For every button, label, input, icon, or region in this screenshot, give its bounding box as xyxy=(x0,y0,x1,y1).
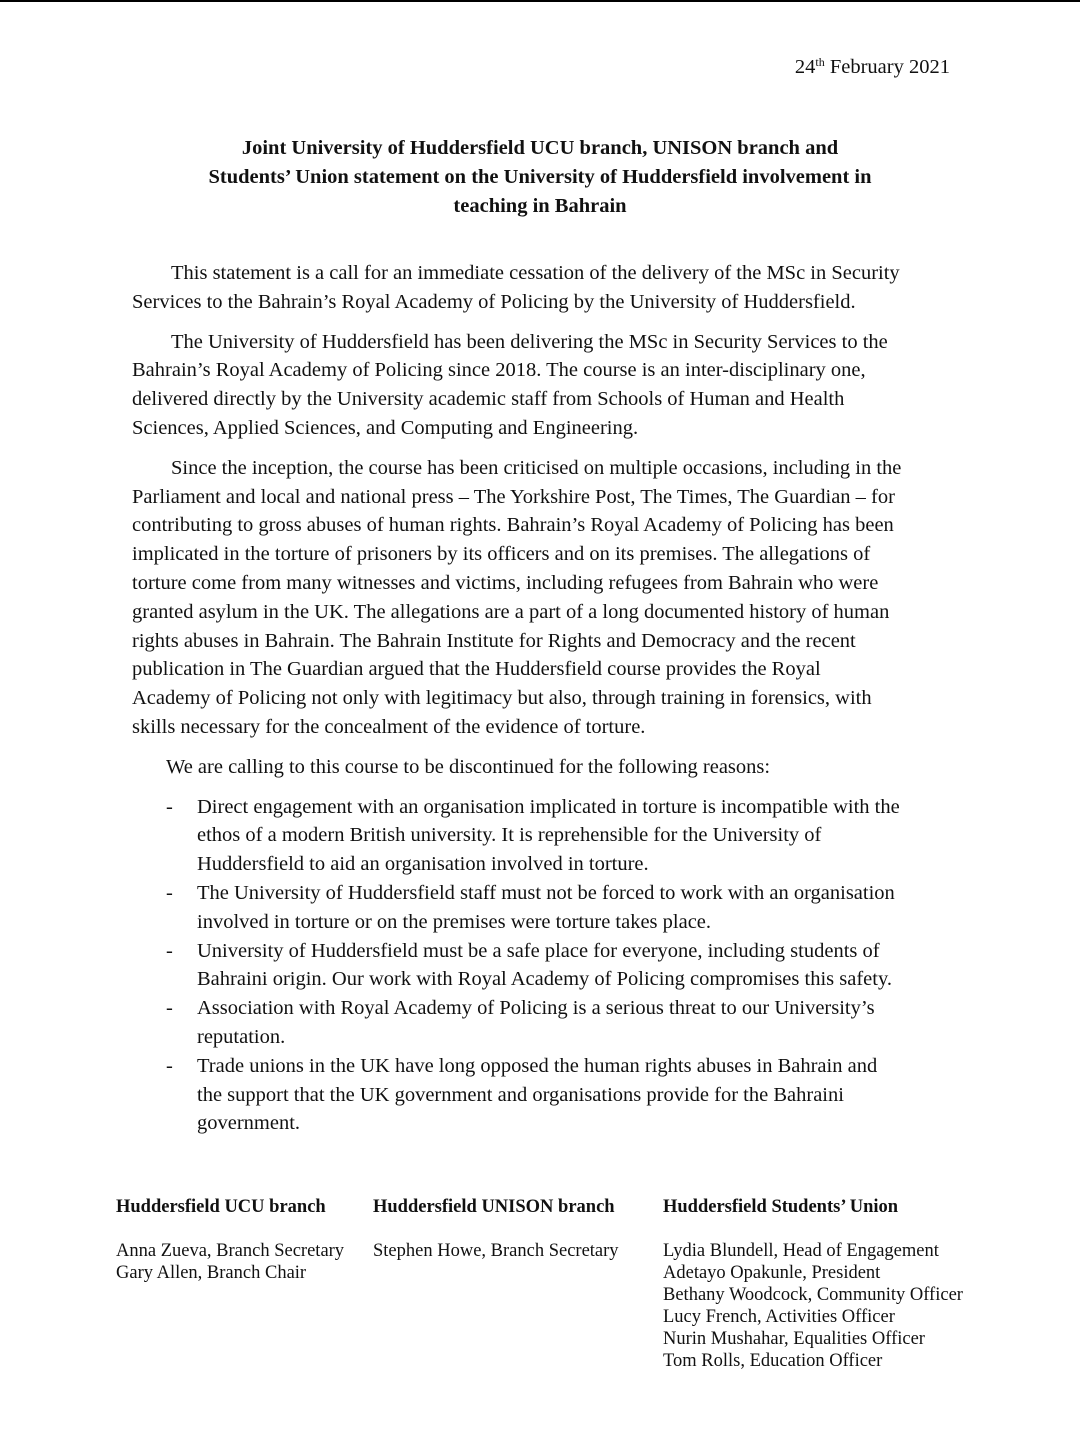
reason-item xyxy=(132,793,962,879)
reason-line: Bahraini origin. Our work with Royal Academy of Policing compromises this safety. xyxy=(197,968,892,991)
title-line: Joint University of Huddersfield UCU branch, UNISON branch and xyxy=(241,137,839,159)
document-body xyxy=(132,259,962,1138)
top-edge-bar xyxy=(0,0,1080,2)
document-title xyxy=(100,134,980,221)
paragraph-line: Sciences, Applied Sciences, and Computing and Engineering. xyxy=(132,416,639,439)
reasons-lead: We are calling to this course to be discontinued for the following reasons: xyxy=(166,755,771,778)
signatory-name: Tom Rolls, Education Officer xyxy=(663,1351,883,1371)
bullet-dash-icon: - xyxy=(166,997,173,1020)
signatory-name: Anna Zueva, Branch Secretary xyxy=(116,1241,345,1261)
signatory-ucu xyxy=(116,1196,344,1284)
signatory-name: Gary Allen, Branch Chair xyxy=(116,1263,307,1283)
signatory-name: Lydia Blundell, Head of Engagement xyxy=(663,1241,939,1261)
bullet-dash-icon: - xyxy=(166,1054,173,1077)
paragraph-line: Bahrain’s Royal Academy of Policing since 2018. The course is an inter-disciplinary one, xyxy=(132,359,866,382)
date-suffix: th xyxy=(815,55,825,69)
title-line: teaching in Bahrain xyxy=(453,195,627,217)
reason-line: Association with Royal Academy of Policing is a serious threat to our University’s xyxy=(197,997,875,1020)
signatory-students-union xyxy=(663,1196,963,1372)
date-month-year: February 2021 xyxy=(824,56,950,78)
signatory-name: Nurin Mushahar, Equalities Officer xyxy=(663,1329,925,1349)
bullet-dash-icon: - xyxy=(166,795,173,818)
signatory-name: Adetayo Opakunle, President xyxy=(663,1263,881,1283)
paragraph-line: Services to the Bahrain’s Royal Academy of Policing by the University of Huddersfield. xyxy=(132,290,856,313)
reason-line: the support that the UK government and organisations provide for the Bahraini xyxy=(197,1083,844,1106)
reason-item xyxy=(132,879,962,937)
reason-line: ethos of a modern British university. It is reprehensible for the University of xyxy=(197,824,822,847)
paragraph-intro xyxy=(132,259,962,317)
signatory-name: Lucy French, Activities Officer xyxy=(663,1307,895,1327)
signatory-heading: Huddersfield UCU branch xyxy=(116,1197,326,1217)
reasons-list xyxy=(132,793,962,1139)
reason-line: The University of Huddersfield staff must not be forced to work with an organisation xyxy=(197,881,895,904)
document-date xyxy=(795,54,950,80)
reason-line: reputation. xyxy=(197,1025,286,1048)
reason-item xyxy=(132,1052,962,1138)
paragraph-line: torture come from many witnesses and victims, including refugees from Bahrain who were xyxy=(132,571,879,594)
date-day: 24 xyxy=(794,56,816,78)
bullet-dash-icon: - xyxy=(166,881,173,904)
signatory-name: Stephen Howe, Branch Secretary xyxy=(373,1241,619,1261)
reason-line: Direct engagement with an organisation implicated in torture is incompatible with the xyxy=(197,795,900,818)
reason-line: involved in torture or on the premises were torture takes place. xyxy=(197,910,712,933)
paragraph-line: skills necessary for the concealment of the evidence of torture. xyxy=(132,715,646,738)
paragraph-line: Parliament and local and national press – The Yorkshire Post, The Times, The Guardian – for xyxy=(132,485,895,508)
paragraph-line: rights abuses in Bahrain. The Bahrain Institute for Rights and Democracy and the recent xyxy=(132,629,856,652)
reason-line: government. xyxy=(197,1112,301,1135)
bullet-dash-icon: - xyxy=(166,939,173,962)
signatory-heading: Huddersfield UNISON branch xyxy=(373,1197,615,1217)
paragraph-line: Since the inception, the course has been criticised on multiple occasions, including in the xyxy=(171,456,902,479)
paragraph-criticism xyxy=(132,454,962,742)
title-line: Students’ Union statement on the University of Huddersfield involvement in xyxy=(208,166,872,188)
signatory-heading: Huddersfield Students’ Union xyxy=(663,1197,899,1217)
paragraph-line: implicated in the torture of prisoners by its officers and on its premises. The allegations of xyxy=(132,543,871,566)
paragraph-background xyxy=(132,328,962,443)
reason-line: Huddersfield to aid an organisation involved in torture. xyxy=(197,853,649,876)
signatory-unison xyxy=(373,1196,619,1262)
paragraph-line: The University of Huddersfield has been delivering the MSc in Security Services to the xyxy=(171,330,888,353)
reason-line: Trade unions in the UK have long opposed the human rights abuses in Bahrain and xyxy=(197,1054,878,1077)
paragraph-line: granted asylum in the UK. The allegations are a part of a long documented history of human xyxy=(132,600,890,623)
reason-line: University of Huddersfield must be a safe place for everyone, including students of xyxy=(197,939,880,962)
paragraph-line: This statement is a call for an immediate cessation of the delivery of the MSc in Security xyxy=(171,262,900,284)
paragraph-line: delivered directly by the University academic staff from Schools of Human and Health xyxy=(132,388,845,411)
reason-item xyxy=(132,994,962,1052)
signatory-name: Bethany Woodcock, Community Officer xyxy=(663,1285,963,1305)
paragraph-line: publication in The Guardian argued that the Huddersfield course provides the Royal xyxy=(132,658,821,681)
paragraph-line: contributing to gross abuses of human rights. Bahrain’s Royal Academy of Policing has been xyxy=(132,514,894,537)
reason-item xyxy=(132,937,962,995)
paragraph-line: Academy of Policing not only with legitimacy but also, through training in forensics, with xyxy=(132,687,872,710)
